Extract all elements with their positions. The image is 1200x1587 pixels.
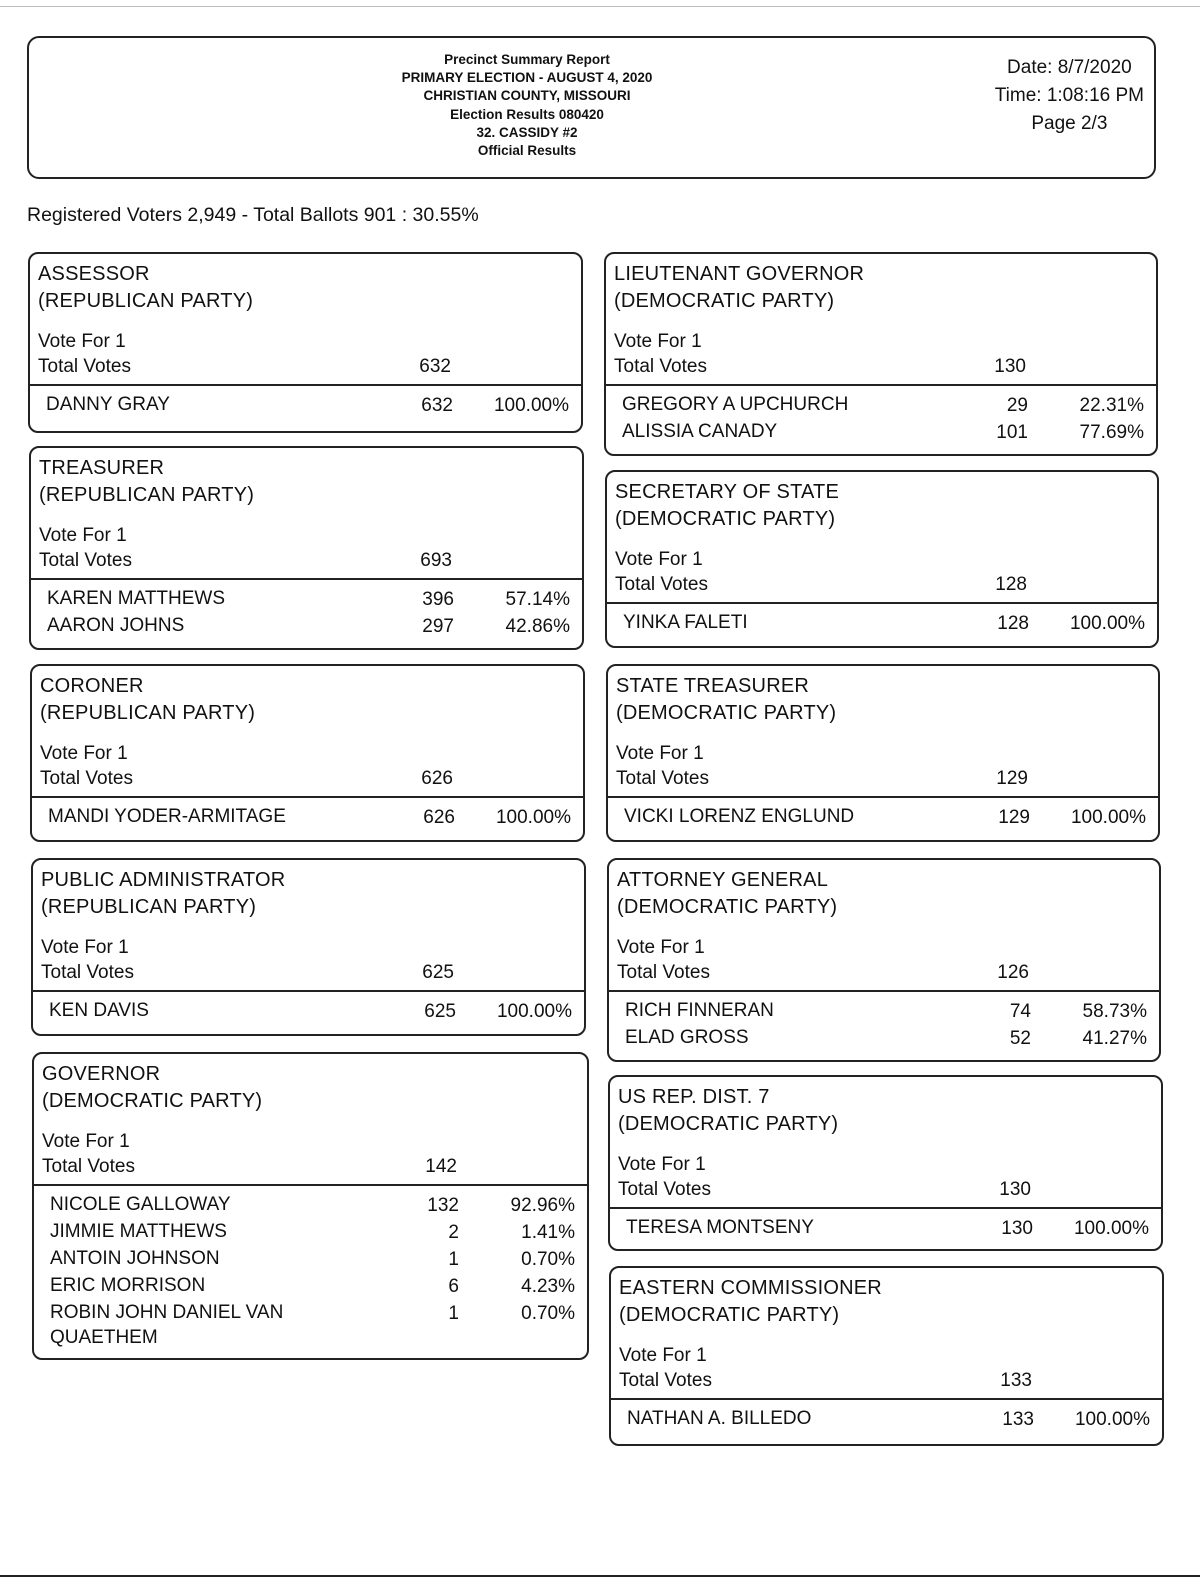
candidate-list (32, 804, 583, 831)
election-name: PRIMARY ELECTION - AUGUST 4, 2020 (401, 70, 653, 86)
contest-title-block (616, 673, 836, 727)
contest-title: ATTORNEY GENERAL (617, 869, 829, 891)
total-votes-value: 129 (996, 768, 1028, 789)
candidate-row (611, 1406, 1162, 1433)
total-votes-label: Total Votes (618, 1179, 711, 1200)
contest-divider (30, 384, 581, 386)
vote-for-label: Vote For 1 (39, 525, 127, 546)
contest-state-treasurer (606, 664, 1160, 842)
report-date: Date: 8/7/2020 (1007, 57, 1132, 78)
candidate-votes: 1 (448, 1249, 459, 1270)
contest-title: LIEUTENANT GOVERNOR (614, 263, 865, 285)
contest-attorney-general (607, 858, 1161, 1062)
contest-title: CORONER (40, 675, 144, 697)
contest-title-block (40, 673, 255, 727)
total-votes-label: Total Votes (38, 356, 131, 377)
vote-for-label: Vote For 1 (614, 331, 702, 352)
contest-title-block (614, 261, 864, 315)
candidate-name: AARON JOHNS (47, 615, 185, 636)
contest-party: (REPUBLICAN PARTY) (41, 896, 257, 918)
total-votes-label: Total Votes (39, 550, 132, 571)
candidate-row (31, 586, 582, 613)
candidate-percent: 0.70% (521, 1303, 575, 1324)
contest-divider (607, 602, 1157, 604)
candidate-votes: 132 (427, 1195, 459, 1216)
report-header (27, 36, 1156, 179)
contest-divider (33, 990, 584, 992)
contest-title: GOVERNOR (42, 1063, 161, 1085)
total-votes-label: Total Votes (616, 768, 709, 789)
candidate-votes: 297 (422, 616, 454, 637)
total-votes-value: 142 (425, 1156, 457, 1177)
candidate-name: RICH FINNERAN (625, 1000, 774, 1021)
candidate-row (33, 998, 584, 1025)
candidate-row (30, 392, 581, 419)
candidate-name: NATHAN A. BILLEDO (627, 1408, 812, 1429)
total-votes-label: Total Votes (40, 768, 133, 789)
total-votes-label: Total Votes (42, 1156, 135, 1177)
vote-for-label: Vote For 1 (38, 331, 126, 352)
total-votes-value: 632 (419, 356, 451, 377)
candidate-list (610, 1215, 1161, 1242)
candidate-name: DANNY GRAY (46, 394, 170, 415)
candidate-percent: 100.00% (493, 395, 569, 416)
report-title-block (327, 51, 727, 160)
candidate-row (606, 419, 1156, 446)
total-votes-value: 130 (994, 356, 1026, 377)
contest-title: US REP. DIST. 7 (618, 1086, 770, 1108)
candidate-row (607, 610, 1157, 637)
contest-title-block (618, 1084, 838, 1138)
vote-for-label: Vote For 1 (616, 743, 704, 764)
contest-divider (609, 990, 1159, 992)
candidate-name: ERIC MORRISON (50, 1275, 206, 1296)
candidate-votes: 129 (998, 807, 1030, 828)
candidate-row (34, 1273, 587, 1300)
candidate-name: ALISSIA CANADY (622, 421, 778, 442)
vote-for-label: Vote For 1 (615, 549, 703, 570)
county-name: CHRISTIAN COUNTY, MISSOURI (423, 88, 631, 104)
candidate-percent: 100.00% (496, 1001, 572, 1022)
candidate-votes: 74 (1009, 1001, 1031, 1022)
candidate-name: KAREN MATTHEWS (47, 588, 226, 609)
total-votes-label: Total Votes (617, 962, 710, 983)
contest-coroner (30, 664, 585, 842)
contest-title: PUBLIC ADMINISTRATOR (41, 869, 286, 891)
report-meta (995, 54, 1144, 138)
candidate-row (609, 1025, 1159, 1052)
contest-party: (DEMOCRATIC PARTY) (616, 702, 837, 724)
contest-title-block (38, 261, 253, 315)
candidate-votes: 625 (424, 1001, 456, 1022)
contest-party: (DEMOCRATIC PARTY) (619, 1304, 840, 1326)
candidate-name: ANTOIN JOHNSON (50, 1248, 220, 1269)
candidate-list (609, 998, 1159, 1052)
candidate-list (33, 998, 584, 1025)
page-bottom-rule (0, 1575, 1200, 1577)
candidate-row (606, 392, 1156, 419)
contest-title-block (39, 455, 254, 509)
page-number: Page 2/3 (1031, 113, 1108, 134)
candidate-row (34, 1192, 587, 1219)
contest-party: (DEMOCRATIC PARTY) (42, 1090, 263, 1112)
candidate-votes: 2 (448, 1222, 459, 1243)
candidate-row (610, 1215, 1161, 1242)
candidate-percent: 77.69% (1079, 422, 1144, 443)
contest-title: SECRETARY OF STATE (615, 481, 840, 503)
candidate-votes: 6 (448, 1276, 459, 1297)
candidate-name: TERESA MONTSENY (626, 1217, 814, 1238)
candidate-percent: 58.73% (1082, 1001, 1147, 1022)
contest-party: (REPUBLICAN PARTY) (39, 484, 255, 506)
candidate-votes: 29 (1006, 395, 1028, 416)
contest-title-block (42, 1061, 262, 1115)
contest-title-block (615, 479, 839, 533)
total-votes-value: 133 (1000, 1370, 1032, 1391)
results-id: Election Results 080420 (450, 106, 604, 122)
results-status: Official Results (477, 143, 577, 159)
contest-title-block (41, 867, 285, 921)
total-votes-value: 126 (997, 962, 1029, 983)
contest-us-rep-dist-7 (608, 1075, 1163, 1251)
candidate-votes: 128 (997, 613, 1029, 634)
vote-for-label: Vote For 1 (42, 1131, 130, 1152)
candidate-percent: 100.00% (1073, 1218, 1149, 1239)
vote-for-label: Vote For 1 (617, 937, 705, 958)
candidate-votes: 396 (422, 589, 454, 610)
candidate-percent: 100.00% (495, 807, 571, 828)
contest-divider (32, 796, 583, 798)
candidate-percent: 42.86% (505, 616, 570, 637)
candidate-votes: 626 (423, 807, 455, 828)
candidate-percent: 22.31% (1079, 395, 1144, 416)
total-votes-value: 625 (422, 962, 454, 983)
page-top-rule (0, 6, 1200, 7)
vote-for-label: Vote For 1 (41, 937, 129, 958)
total-votes-label: Total Votes (614, 356, 707, 377)
candidate-votes: 130 (1001, 1218, 1033, 1239)
total-votes-value: 693 (420, 550, 452, 571)
contest-divider (608, 796, 1158, 798)
candidate-votes: 133 (1002, 1409, 1034, 1430)
contest-secretary-of-state (605, 470, 1159, 648)
contest-treasurer (29, 446, 584, 650)
candidate-name: YINKA FALETI (623, 612, 748, 633)
contest-party: (DEMOCRATIC PARTY) (615, 508, 836, 530)
candidate-name: NICOLE GALLOWAY (50, 1194, 231, 1215)
report-title: Precinct Summary Report (444, 52, 610, 67)
candidate-list (608, 804, 1158, 831)
candidate-percent: 4.23% (521, 1276, 575, 1297)
candidate-percent: 100.00% (1074, 1409, 1150, 1430)
report-time: Time: 1:08:16 PM (994, 85, 1144, 106)
contest-divider (610, 1207, 1161, 1209)
candidate-list (34, 1192, 587, 1348)
candidate-percent: 100.00% (1069, 613, 1145, 634)
candidate-row (32, 804, 583, 831)
total-votes-value: 128 (995, 574, 1027, 595)
candidate-votes: 52 (1009, 1028, 1031, 1049)
contest-divider (611, 1398, 1162, 1400)
contest-party: (DEMOCRATIC PARTY) (614, 290, 835, 312)
precinct-name: 32. CASSIDY #2 (476, 124, 578, 140)
candidate-votes: 632 (421, 395, 453, 416)
candidate-list (30, 392, 581, 419)
candidate-name: GREGORY A UPCHURCH (622, 394, 849, 415)
candidate-percent: 57.14% (505, 589, 570, 610)
candidate-list (606, 392, 1156, 446)
contest-assessor (28, 252, 583, 433)
candidate-name: MANDI YODER-ARMITAGE (48, 806, 286, 827)
contest-party: (REPUBLICAN PARTY) (40, 702, 256, 724)
candidate-name: ELAD GROSS (625, 1027, 749, 1048)
contest-eastern-commissioner (609, 1266, 1164, 1446)
total-votes-value: 130 (999, 1179, 1031, 1200)
candidate-percent: 0.70% (521, 1249, 575, 1270)
contest-title: TREASURER (39, 457, 165, 479)
total-votes-value: 626 (421, 768, 453, 789)
contest-title: STATE TREASURER (616, 675, 810, 697)
candidate-list (611, 1406, 1162, 1433)
contest-party: (DEMOCRATIC PARTY) (618, 1113, 839, 1135)
candidate-name: VICKI LORENZ ENGLUND (624, 806, 855, 827)
turnout-summary: Registered Voters 2,949 - Total Ballots 901 : 30.55% (27, 204, 479, 226)
contest-public-administrator (31, 858, 586, 1036)
candidate-percent: 41.27% (1082, 1028, 1147, 1049)
candidate-row (34, 1219, 587, 1246)
contest-title: EASTERN COMMISSIONER (619, 1277, 882, 1299)
candidate-percent: 1.41% (521, 1222, 575, 1243)
contest-title: ASSESSOR (38, 263, 150, 285)
contest-party: (REPUBLICAN PARTY) (38, 290, 254, 312)
candidate-list (607, 610, 1157, 637)
candidate-percent: 100.00% (1070, 807, 1146, 828)
candidate-row (608, 804, 1158, 831)
contest-lieutenant-governor (604, 252, 1158, 456)
vote-for-label: Vote For 1 (40, 743, 128, 764)
candidate-name: ROBIN JOHN DANIEL VAN QUAETHEM (50, 1302, 284, 1348)
candidate-votes: 1 (448, 1303, 459, 1324)
contest-divider (606, 384, 1156, 386)
total-votes-label: Total Votes (615, 574, 708, 595)
vote-for-label: Vote For 1 (618, 1154, 706, 1175)
candidate-name: JIMMIE MATTHEWS (50, 1221, 227, 1242)
candidate-name: KEN DAVIS (49, 1000, 149, 1021)
total-votes-label: Total Votes (41, 962, 134, 983)
contest-divider (31, 578, 582, 580)
contest-title-block (617, 867, 837, 921)
contest-party: (DEMOCRATIC PARTY) (617, 896, 838, 918)
candidate-row (31, 613, 582, 640)
vote-for-label: Vote For 1 (619, 1345, 707, 1366)
candidate-votes: 101 (996, 422, 1028, 443)
candidate-row (609, 998, 1159, 1025)
contest-governor (32, 1052, 589, 1360)
total-votes-label: Total Votes (619, 1370, 712, 1391)
contest-title-block (619, 1275, 882, 1329)
candidate-list (31, 586, 582, 640)
contest-divider (34, 1184, 587, 1186)
candidate-row (34, 1246, 587, 1273)
candidate-percent: 92.96% (510, 1195, 575, 1216)
candidate-row (34, 1300, 587, 1348)
